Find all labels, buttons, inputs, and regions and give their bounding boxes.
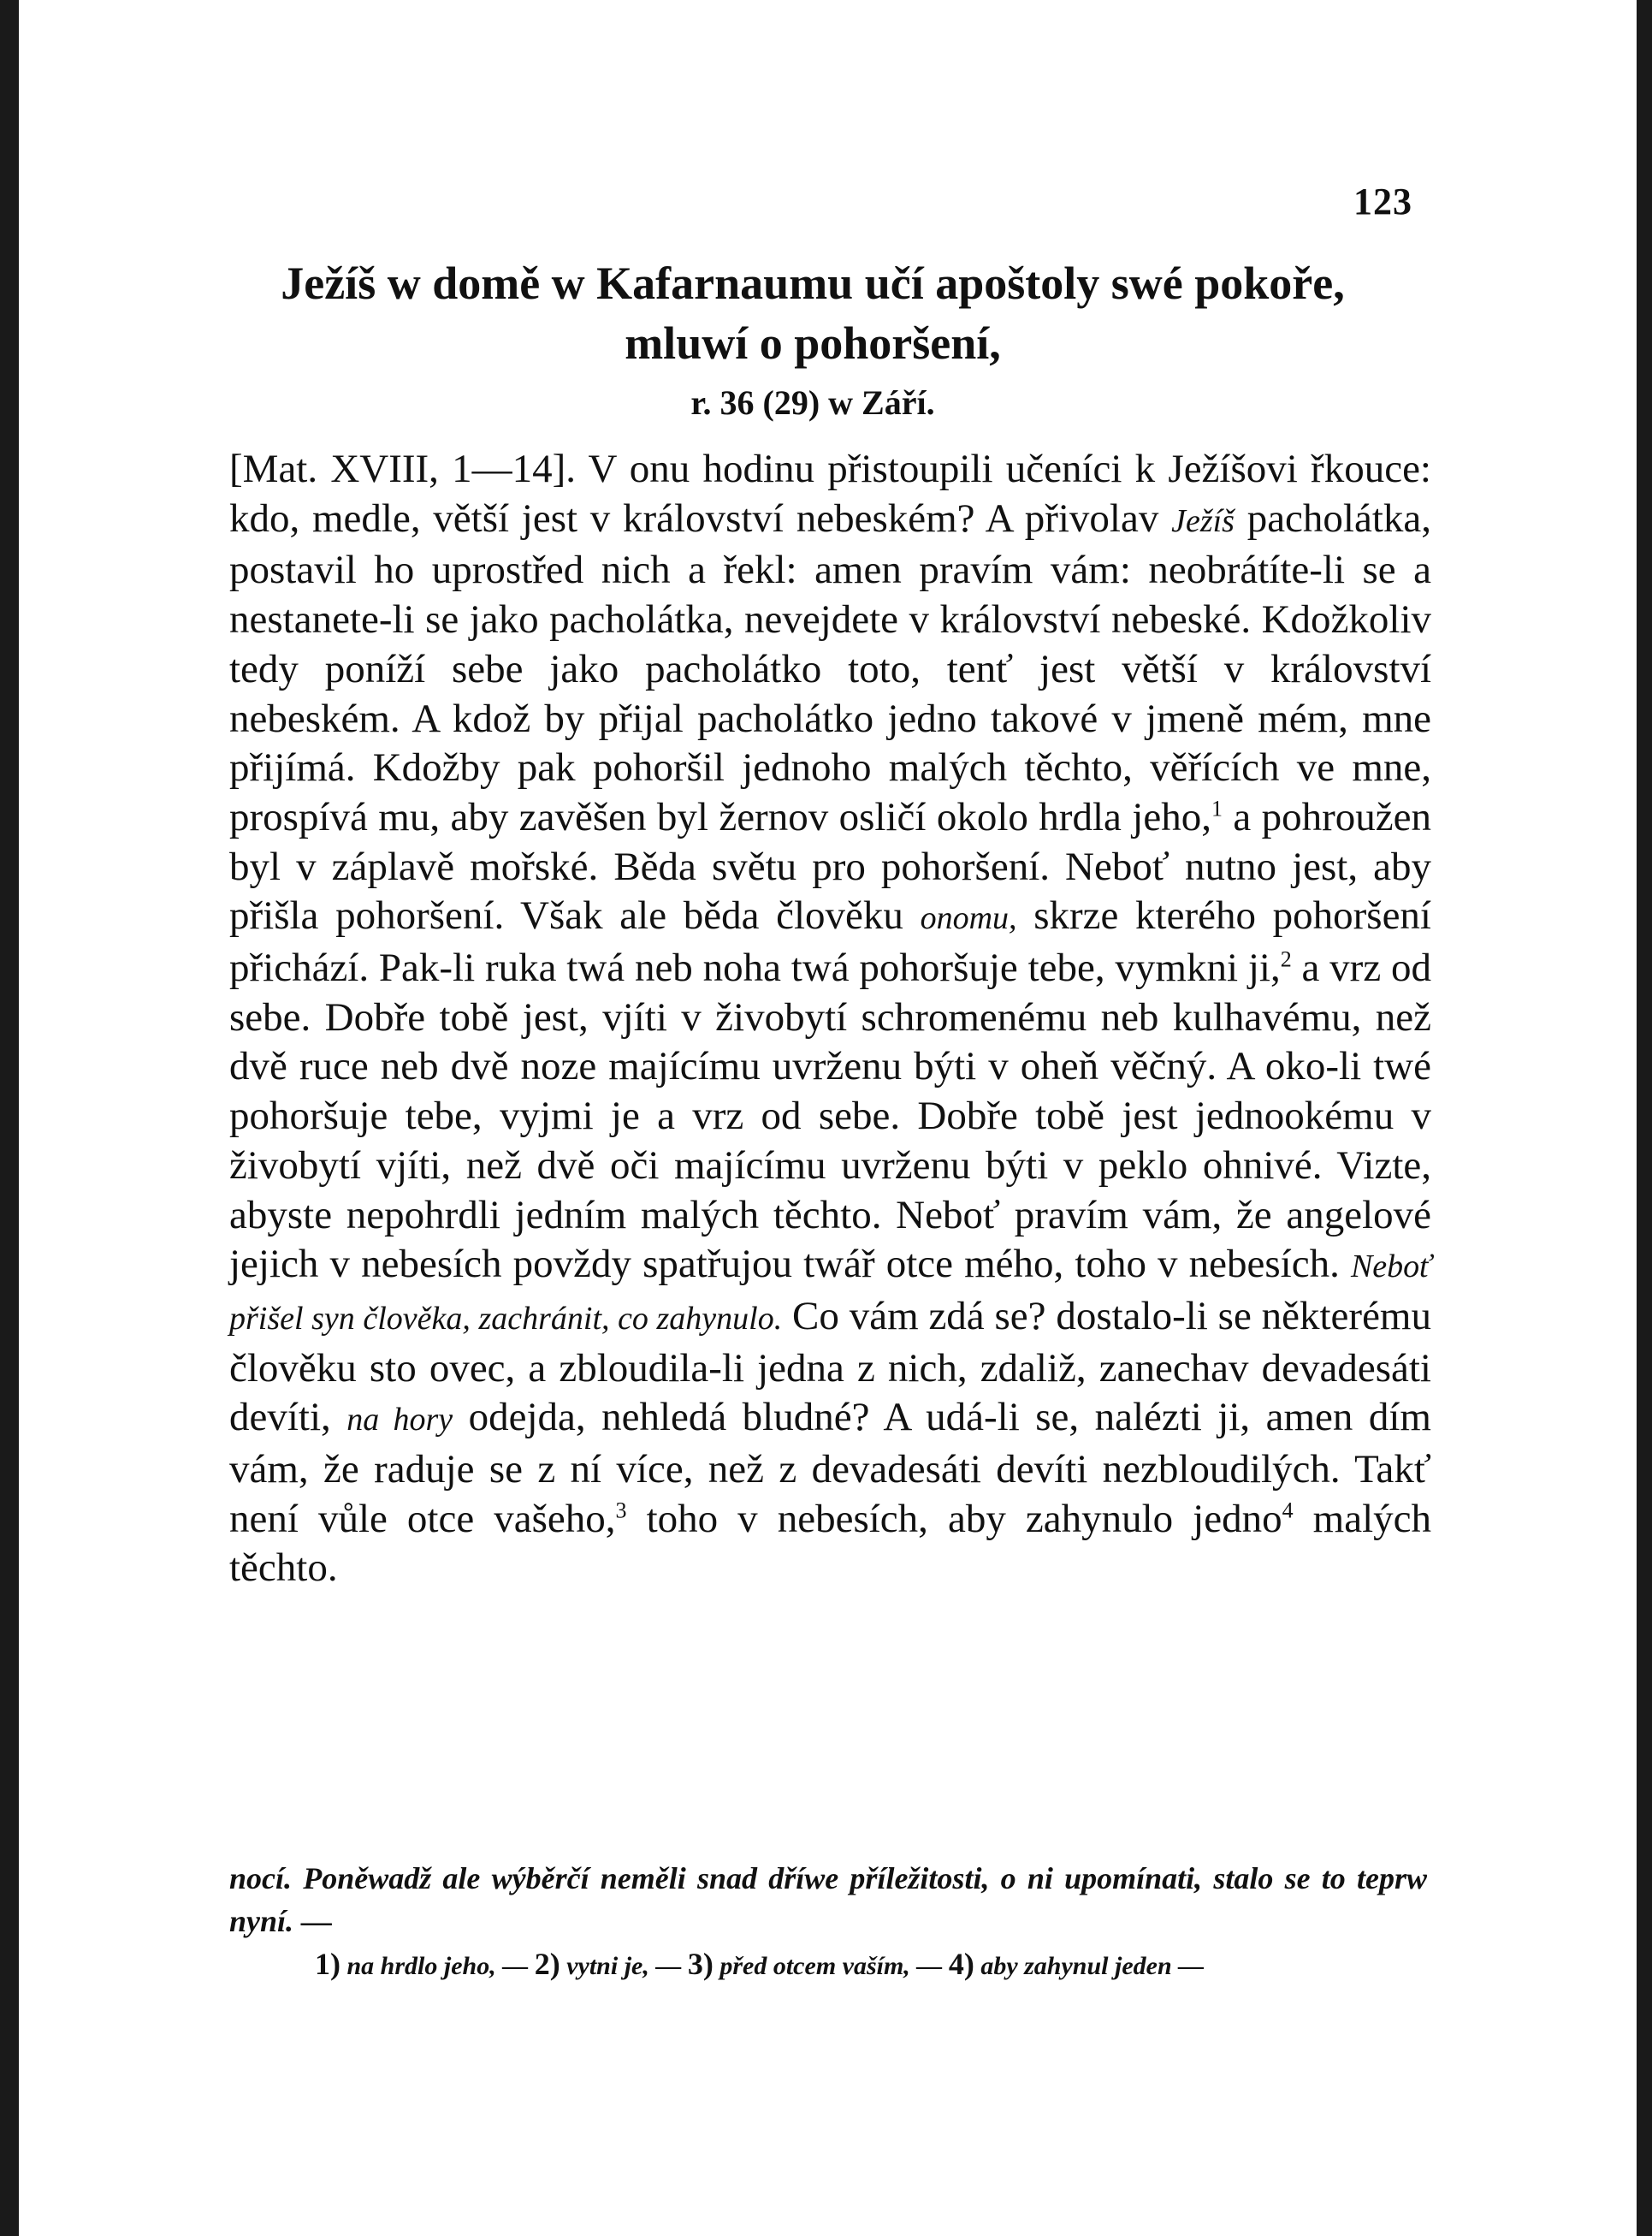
footnote-text: na hrdlo jeho, —: [340, 1952, 535, 1980]
chapter-heading-date: r. 36 (29) w Září.: [690, 383, 935, 422]
footnote-marker: 1: [1211, 796, 1223, 821]
footnote-number: 1): [315, 1947, 340, 1981]
footnote-marker: 4: [1282, 1498, 1294, 1523]
chapter-heading-line-1: Ježíš w domě w Kafarnaumu učí apoštoly swé pokoře,: [281, 258, 1345, 309]
text-run: V onu hodinu přistoupili učeníci k Ježíšovi řkouce: kdo, medle, větší jest v království nebeském? A přivolav: [229, 447, 1431, 541]
footnote-number: 2): [534, 1947, 560, 1981]
footnote-text: před otcem vaším, —: [713, 1952, 949, 1980]
text-run: toho v nebesích, aby zahynulo jedno: [626, 1496, 1282, 1541]
text-run: a pohroužen byl v záplavě mořské. Běda světu pro pohoršení. Neboť nutno jest, aby přišla pohoršení. Však ale běda člověku: [229, 794, 1431, 939]
italic-insert: onomu,: [920, 900, 1017, 937]
footnote-number: 4): [948, 1947, 974, 1981]
footnote-list: [229, 1942, 1427, 1988]
right-page-edge: [1637, 0, 1652, 2236]
main-paragraph: [229, 445, 1431, 1593]
page-number: 123: [1353, 181, 1412, 222]
text-run: pacholátka, postavil ho uprostřed nich a řekl: amen pravím vám: neobrátíte-li se a nestanete-li se jako pacholátka, nevejdete v království nebeské. Kdožkoliv tedy poníží sebe jako pacholátko toto, tenť jest větší v království nebeském. A kdož by přijal pacholátko jedno takové v jmeně mém, mne přijímá. Kdožby pak pohoršil jednoho malých těchto, věřících ve mne, prospívá mu, aby zavěšen byl žernov osličí okolo hrdla jeho,: [229, 495, 1432, 839]
text-run: a vrz od sebe. Dobře tobě jest, vjíti v živobytí schromenému neb kulhavému, než dvě ruce neb dvě noze majícímu uvrženu býti v oheň věčný. A oko-li twé pohoršuje tebe, vyjmi je a vrz od sebe. Dobře tobě jest jednookému v živobytí vjíti, než dvě oči majícímu uvrženu býti v peklo ohnivé. Vizte, abyste nepohrdli jedním malých těchto. Neboť pravím vám, že angelové jejich v nebesích povždy spatřujou twář otce mého, toho v nebesích.: [229, 946, 1431, 1287]
footnote-text: vytni je, —: [560, 1952, 688, 1980]
footnote-number: 3): [687, 1947, 713, 1981]
left-page-edge: [0, 0, 19, 2236]
footnote-marker: 2: [1280, 946, 1292, 972]
text-run: malých těchto.: [229, 1496, 1431, 1591]
italic-insert: Ježíš: [1171, 502, 1235, 539]
italic-insert: Neboť přišel syn člověka, zachránit, co zahynulo.: [229, 1248, 1431, 1337]
footnotes: [229, 1857, 1427, 1988]
footnote-continuation: nocí. Poněwadž ale wýběrčí neměli snad dříwe příležitosti, o ni upomínati, stalo se to teprw nyní. —: [229, 1861, 1427, 1938]
text-run: odejda, nehledá bludné? A udá-li se, nalézti ji, amen dím vám, že raduje se z ní více, než z devadesáti devíti nezbloudilých. Takť není vůle otce vašeho,: [229, 1395, 1431, 1541]
text-run: skrze kterého pohoršení přichází. Pak-li ruka twá neb noha twá pohoršuje tebe, vymkni ji,: [229, 893, 1431, 991]
italic-insert: na hory: [346, 1402, 453, 1438]
main-text: [229, 445, 1431, 1593]
text-run: Co vám zdá se? dostalo-li se některému člověku sto ovec, a zbloudila-li jedna z nich, zdaliž, zanechav devadesáti devíti,: [229, 1293, 1431, 1440]
footnote-marker: 3: [615, 1498, 627, 1523]
chapter-heading-line-2: mluwí o pohoršení,: [625, 317, 1001, 369]
scripture-reference: [Mat. XVIII, 1—14].: [229, 447, 577, 491]
footnote-text: aby zahynul jeden —: [974, 1952, 1205, 1980]
